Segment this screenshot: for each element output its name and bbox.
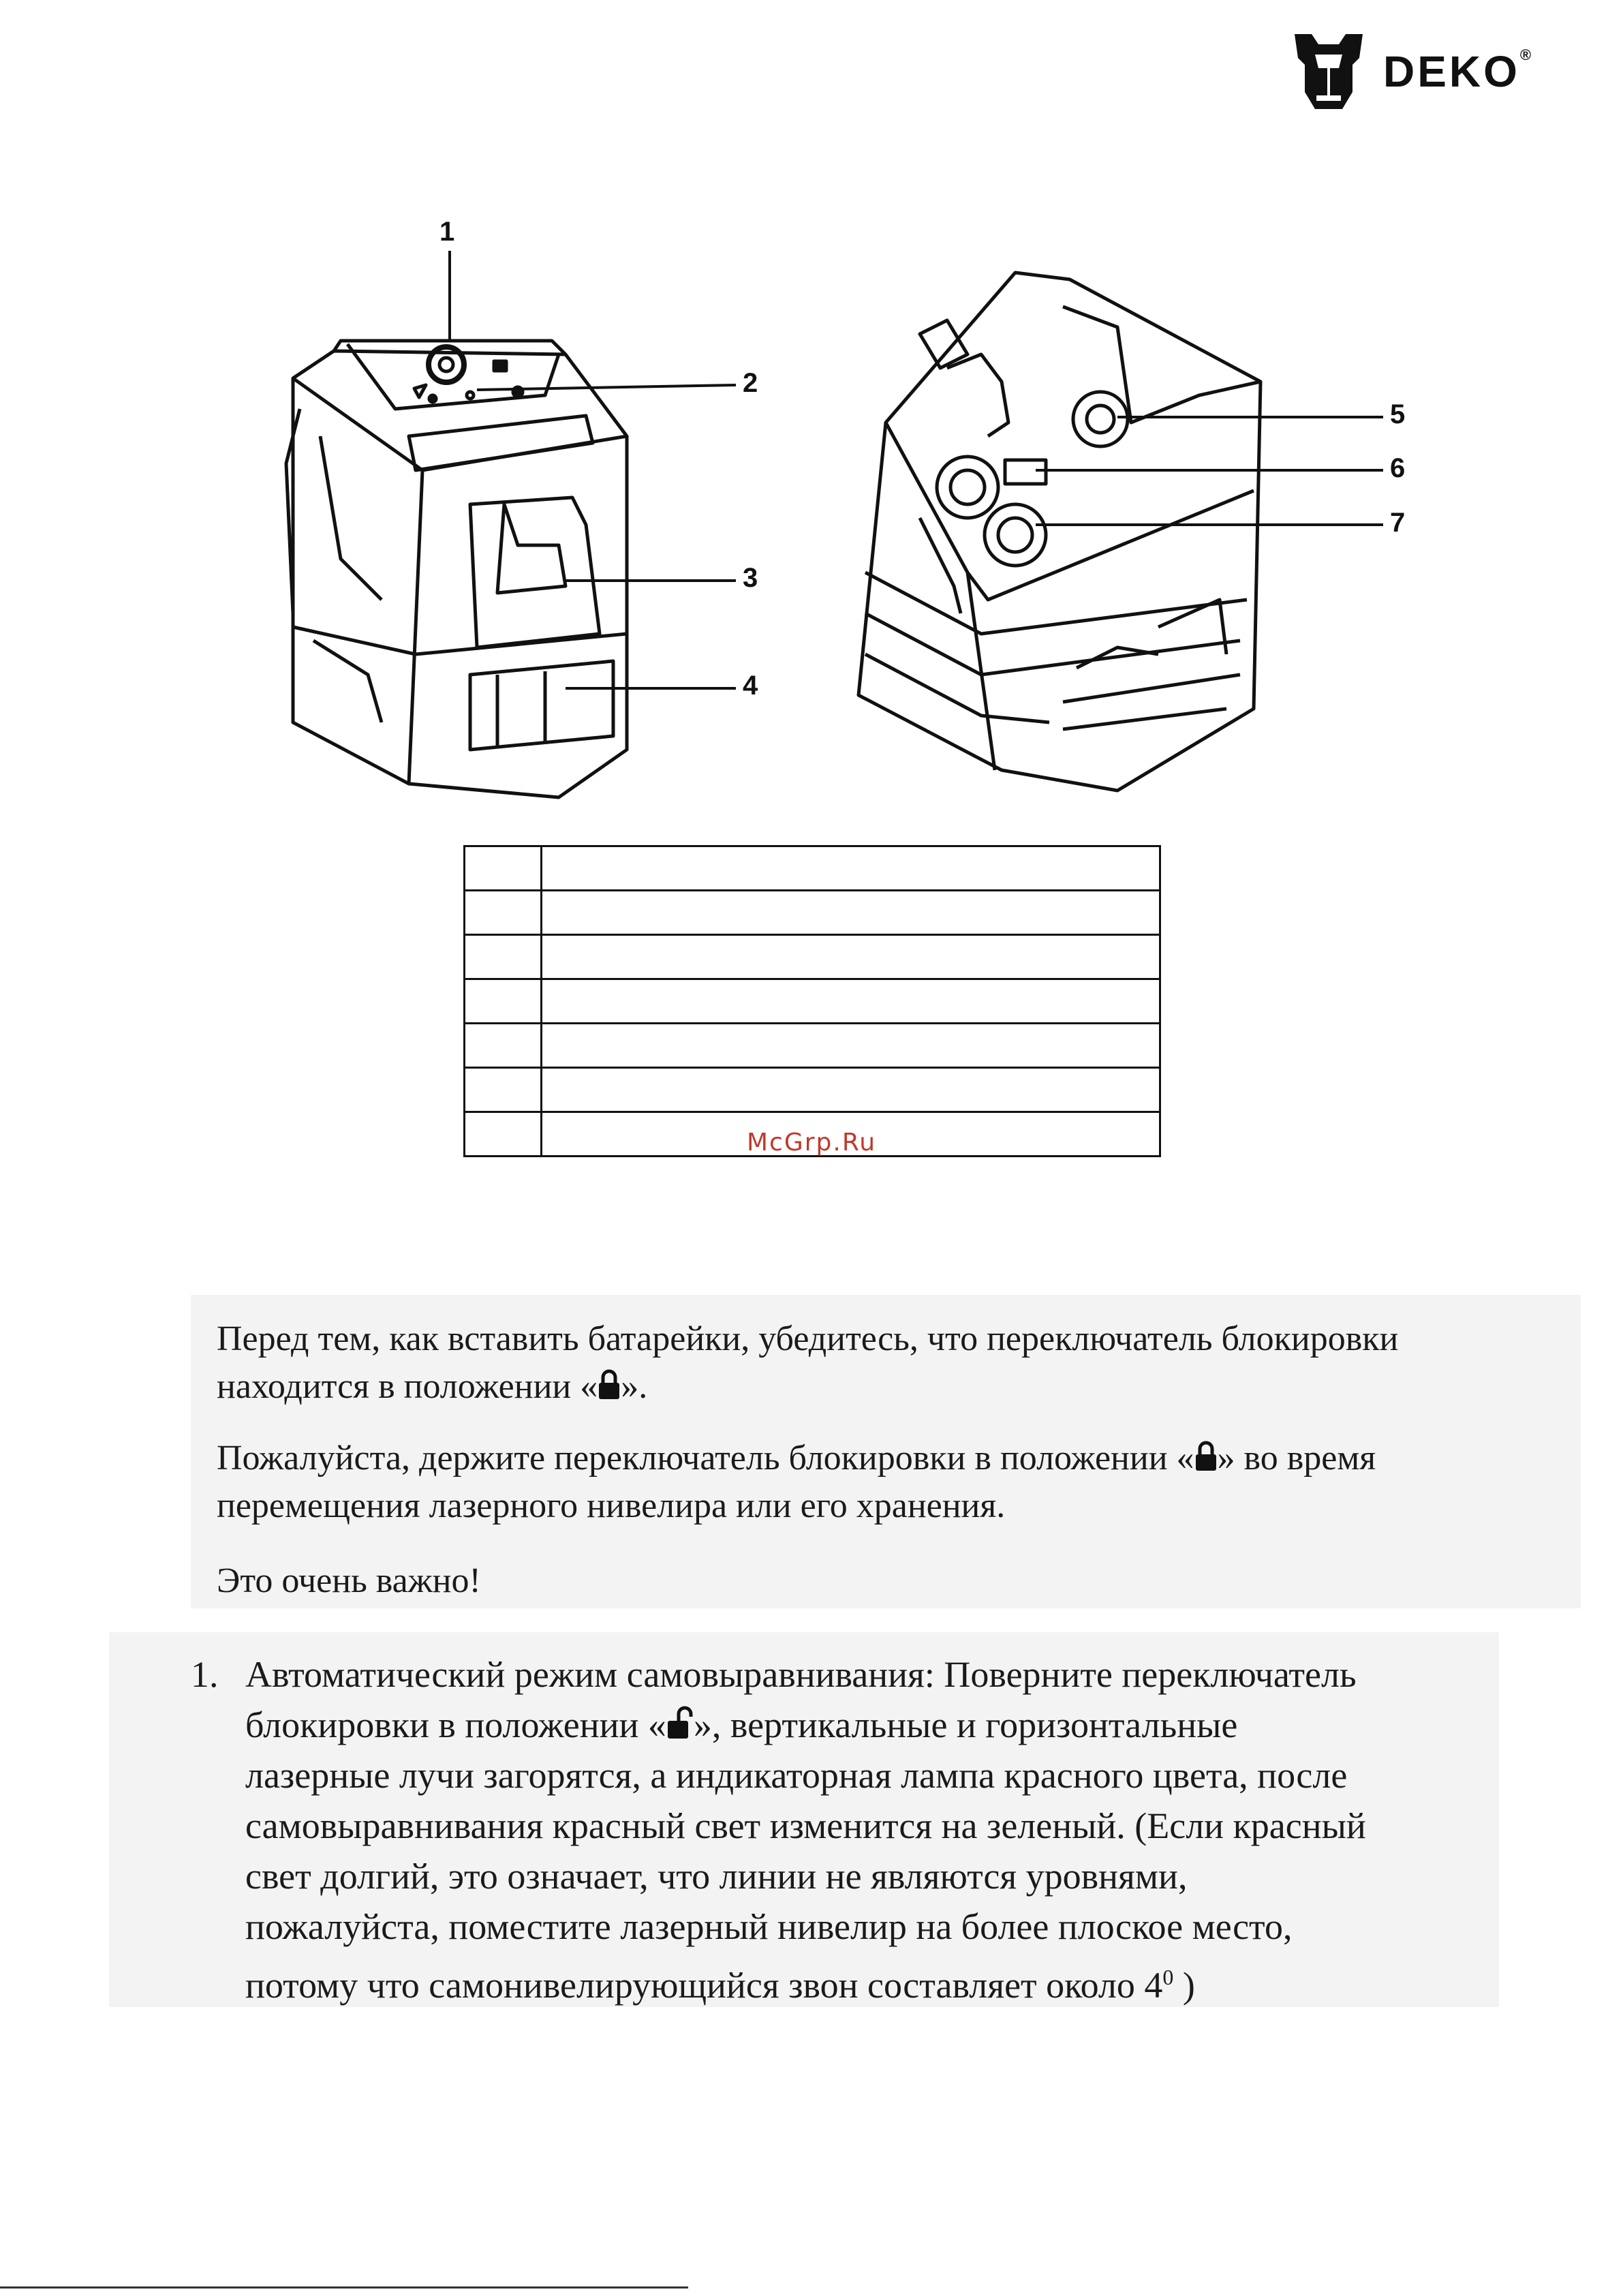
instruction-line: лазерные лучи загорятся, а индикаторная лампа красного цвета, после	[245, 1755, 1348, 1796]
back-view-illustration	[859, 273, 1261, 791]
notice-line: находится в положении « ».	[217, 1367, 648, 1406]
row-description	[542, 979, 1160, 1024]
row-description	[542, 935, 1160, 979]
instruction-line: самовыравнивания красный свет изменится на зеленый. (Если красный	[245, 1805, 1366, 1846]
parts-table	[463, 845, 1161, 1157]
row-number	[465, 891, 542, 935]
row-number	[465, 979, 542, 1024]
table-row	[465, 846, 1160, 891]
lock-open-icon	[666, 1706, 694, 1740]
lock-closed-icon	[1194, 1441, 1218, 1472]
instruction-line: свет долгий, это означает, что линии не являются уровнями,	[245, 1856, 1188, 1897]
row-description	[542, 1024, 1160, 1068]
instruction-line: пожалуйста, поместите лазерный нивелир на более плоское место,	[245, 1906, 1293, 1947]
footer-rule	[0, 2286, 688, 2289]
callout-7: 7	[1390, 508, 1406, 538]
brand-name: DEKO	[1383, 47, 1520, 96]
table-row	[465, 1068, 1160, 1112]
callout-1: 1	[439, 217, 455, 247]
instruction-line: Автоматический режим самовыравнивания: Поверните переключатель	[245, 1654, 1357, 1695]
notice-important: Это очень важно!	[217, 1561, 481, 1600]
row-number	[465, 1024, 542, 1068]
row-number	[465, 935, 542, 979]
callout-4: 4	[743, 671, 758, 701]
callout-5: 5	[1390, 399, 1406, 429]
instruction-line: потому что самонивелирующийся звон составляет около $4^0$ )	[245, 1965, 1195, 2006]
registered-mark: ®	[1519, 46, 1534, 63]
laser-level-figure	[0, 204, 1623, 818]
row-description	[542, 891, 1160, 935]
notice-paragraph-1	[217, 1319, 1573, 1407]
front-view-illustration	[286, 341, 627, 797]
instruction-line: блокировки в положении « », вертикальные и горизонтальные	[245, 1704, 1238, 1745]
row-description	[542, 846, 1160, 891]
notice-line: перемещения лазерного нивелира или его хранения.	[217, 1486, 1006, 1525]
watermark: McGrp.Ru	[746, 1129, 877, 1157]
notice-line: Перед тем, как вставить батарейки, убедитесь, что переключатель блокировки	[217, 1319, 1399, 1358]
row-number	[465, 1068, 542, 1112]
callout-2: 2	[743, 368, 758, 398]
table-row	[465, 1024, 1160, 1068]
deko-emblem-icon	[1288, 27, 1370, 116]
table-row	[465, 979, 1160, 1024]
notice-line: Пожалуйста, держите переключатель блокировки в положении « » во время	[217, 1439, 1376, 1478]
notice-paragraph-2	[217, 1438, 1573, 1527]
row-description	[542, 1068, 1160, 1112]
callout-3: 3	[743, 563, 758, 593]
list-body	[245, 1649, 1526, 2010]
list-number: 1.	[191, 1654, 219, 1695]
table-row	[465, 935, 1160, 979]
brand-logo	[1288, 27, 1601, 116]
lock-closed-icon	[598, 1369, 621, 1400]
table-row	[465, 891, 1160, 935]
callout-6: 6	[1390, 453, 1406, 483]
row-number	[465, 846, 542, 891]
